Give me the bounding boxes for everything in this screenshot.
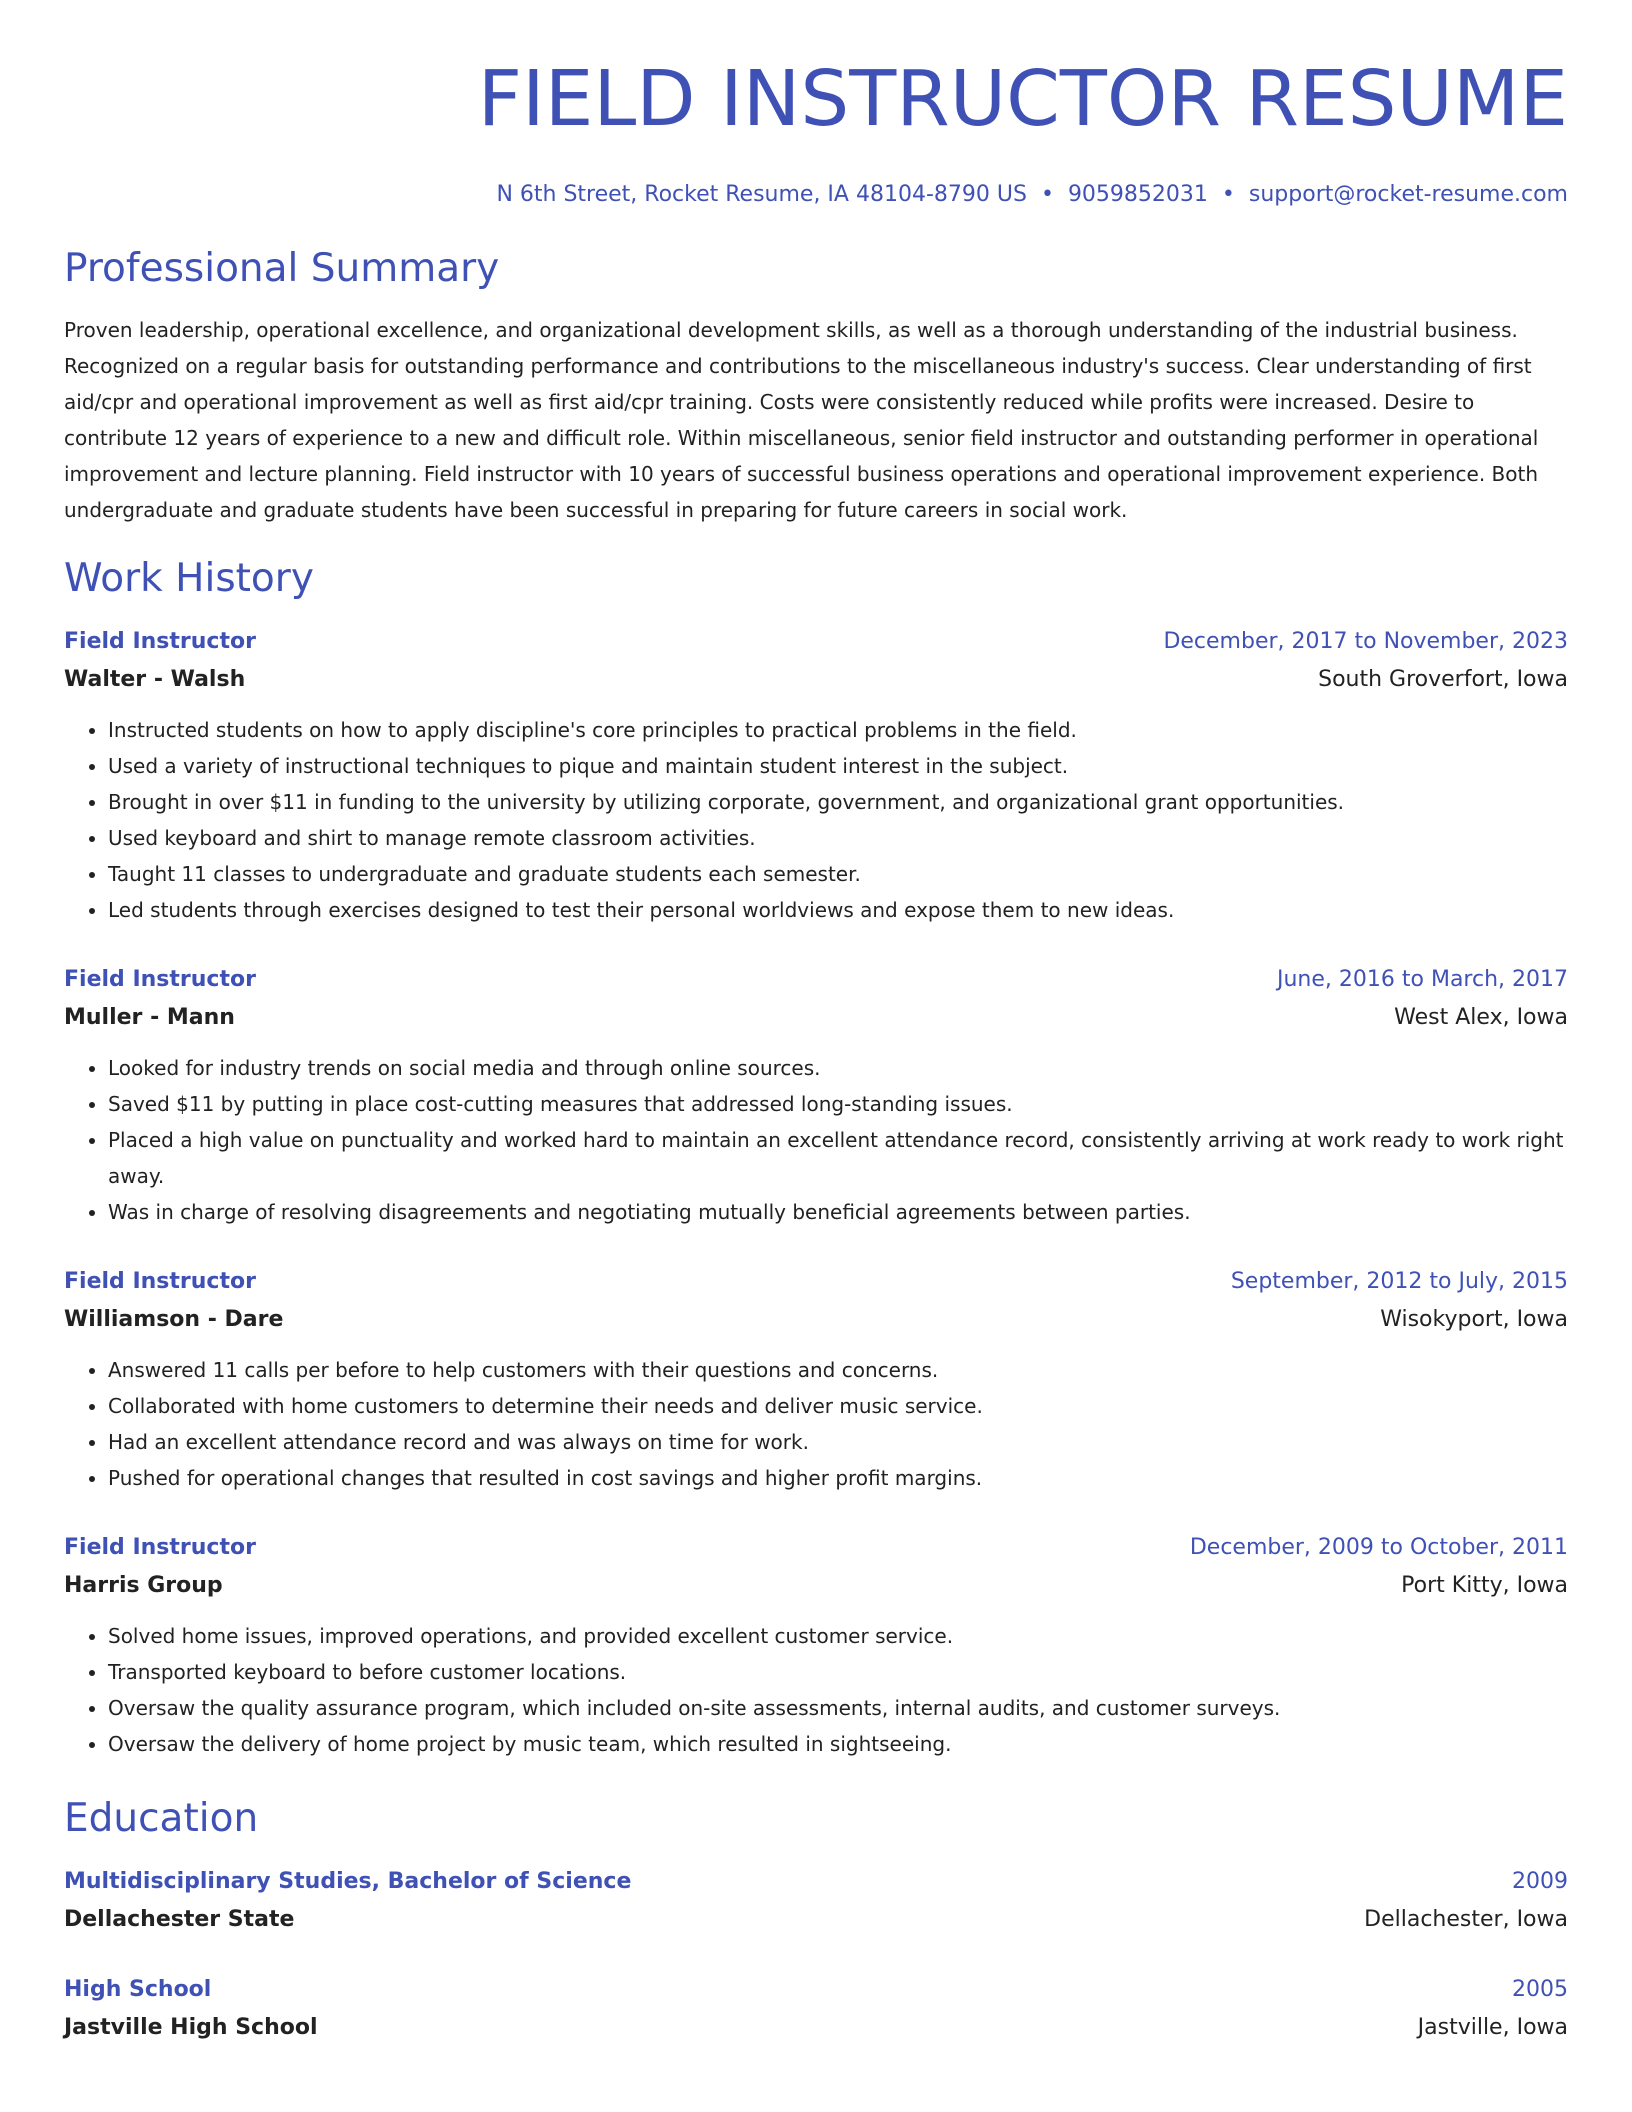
job-bullets bbox=[64, 1618, 1568, 1762]
graduation-year: 2005 bbox=[1512, 1977, 1568, 2002]
resume-title: FIELD INSTRUCTOR RESUME bbox=[477, 55, 1568, 144]
company-name: Muller - Mann bbox=[64, 1005, 235, 1030]
company-name: Walter - Walsh bbox=[64, 667, 246, 692]
phone-text: 9059852031 bbox=[1067, 182, 1208, 207]
contact-line bbox=[64, 178, 1568, 212]
contact-separator: • bbox=[1040, 182, 1054, 207]
job-title: Field Instructor bbox=[64, 629, 256, 654]
job-bullets bbox=[64, 712, 1568, 928]
job-location: West Alex, Iowa bbox=[1394, 1005, 1568, 1030]
education-entry bbox=[64, 1972, 1568, 2048]
school-name: Dellachester State bbox=[64, 1907, 295, 1932]
bullet-item: • Collaborated with home customers to determine their needs and deliver music service. bbox=[108, 1388, 1568, 1424]
company-name: Harris Group bbox=[64, 1573, 223, 1598]
job-bullets bbox=[64, 1352, 1568, 1496]
bullet-item: • Saved $11 by putting in place cost-cutting measures that addressed long-standing issues. bbox=[108, 1086, 1568, 1122]
job-location: South Groverfort, Iowa bbox=[1318, 667, 1568, 692]
bullet-item: • Transported keyboard to before customer locations. bbox=[108, 1654, 1568, 1690]
job-entry bbox=[64, 1264, 1568, 1496]
job-title-row bbox=[64, 624, 1568, 660]
job-title-row bbox=[64, 1264, 1568, 1300]
company-name: Williamson - Dare bbox=[64, 1307, 284, 1332]
job-entry bbox=[64, 624, 1568, 928]
graduation-year: 2009 bbox=[1512, 1869, 1568, 1894]
education-entry bbox=[64, 1864, 1568, 1940]
contact-separator: • bbox=[1221, 182, 1235, 207]
job-dates: September, 2012 to July, 2015 bbox=[1230, 1269, 1568, 1294]
job-company-row bbox=[64, 660, 1568, 700]
school-location: Jastville, Iowa bbox=[1417, 2015, 1568, 2040]
job-title-row bbox=[64, 1530, 1568, 1566]
bullet-item: • Led students through exercises designed to test their personal worldviews and expose them to new ideas. bbox=[108, 892, 1568, 928]
job-location: Port Kitty, Iowa bbox=[1401, 1573, 1568, 1598]
degree-name: High School bbox=[64, 1977, 212, 2002]
email-link[interactable]: support@rocket-resume.com bbox=[1248, 182, 1568, 207]
summary-text: Proven leadership, operational excellence, and organizational development skills, as well as a thorough understanding of the industrial business. Recognized on a regular basis for outstanding performance and contributions to the miscellaneous industry's success. Clear understanding of first aid/cpr and operational improvement as well as first aid/cpr training. Costs were consistently reduced while profits were increased. Desire to contribute 12 years of experience to a new and difficult role. Within miscellaneous, senior field instructor and outstanding performer in operational improvement and lecture planning. Field instructor with 10 years of successful business operations and operational improvement experience. Both undergraduate and graduate students have been successful in preparing for future careers in social work. bbox=[64, 318, 1539, 522]
job-title: Field Instructor bbox=[64, 967, 256, 992]
job-entry bbox=[64, 1530, 1568, 1762]
bullet-item: • Brought in over $11 in funding to the university by utilizing corporate, government, and organizational grant opportunities. bbox=[108, 784, 1568, 820]
job-company-row bbox=[64, 998, 1568, 1038]
bullet-item: • Answered 11 calls per before to help customers with their questions and concerns. bbox=[108, 1352, 1568, 1388]
degree-row bbox=[64, 1972, 1568, 2008]
education-list bbox=[64, 1864, 1568, 2048]
bullet-item: • Solved home issues, improved operations, and provided excellent customer service. bbox=[108, 1618, 1568, 1654]
job-location: Wisokyport, Iowa bbox=[1380, 1307, 1568, 1332]
school-name: Jastville High School bbox=[64, 2015, 318, 2040]
bullet-item: • Looked for industry trends on social media and through online sources. bbox=[108, 1050, 1568, 1086]
address-text: N 6th Street, Rocket Resume, IA 48104-8790 US bbox=[496, 182, 1027, 207]
job-dates: June, 2016 to March, 2017 bbox=[1277, 967, 1568, 992]
education-heading: Education bbox=[64, 1796, 259, 1841]
bullet-item: • Used a variety of instructional techniques to pique and maintain student interest in the subject. bbox=[108, 748, 1568, 784]
job-company-row bbox=[64, 1300, 1568, 1340]
bullet-item: • Was in charge of resolving disagreements and negotiating mutually beneficial agreements between parties. bbox=[108, 1194, 1568, 1230]
degree-name: Multidisciplinary Studies, Bachelor of Science bbox=[64, 1869, 632, 1894]
bullet-item: • Oversaw the quality assurance program, which included on-site assessments, internal audits, and customer surveys. bbox=[108, 1690, 1568, 1726]
summary-heading: Professional Summary bbox=[64, 246, 500, 291]
job-title-row bbox=[64, 962, 1568, 998]
bullet-item: • Pushed for operational changes that resulted in cost savings and higher profit margins. bbox=[108, 1460, 1568, 1496]
job-title: Field Instructor bbox=[64, 1269, 256, 1294]
bullet-item: • Oversaw the delivery of home project by music team, which resulted in sightseeing. bbox=[108, 1726, 1568, 1762]
school-location: Dellachester, Iowa bbox=[1364, 1907, 1568, 1932]
degree-row bbox=[64, 1864, 1568, 1900]
job-bullets bbox=[64, 1050, 1568, 1230]
job-dates: December, 2017 to November, 2023 bbox=[1163, 629, 1568, 654]
job-entry bbox=[64, 962, 1568, 1230]
job-company-row bbox=[64, 1566, 1568, 1606]
bullet-item: • Instructed students on how to apply discipline's core principles to practical problems in the field. bbox=[108, 712, 1568, 748]
job-dates: December, 2009 to October, 2011 bbox=[1189, 1535, 1568, 1560]
job-title: Field Instructor bbox=[64, 1535, 256, 1560]
bullet-item: • Had an excellent attendance record and was always on time for work. bbox=[108, 1424, 1568, 1460]
work-history-list bbox=[64, 624, 1568, 1762]
bullet-item: • Taught 11 classes to undergraduate and graduate students each semester. bbox=[108, 856, 1568, 892]
work-history-heading: Work History bbox=[64, 556, 314, 601]
school-row bbox=[64, 1900, 1568, 1940]
bullet-item: • Used keyboard and shirt to manage remote classroom activities. bbox=[108, 820, 1568, 856]
bullet-item: • Placed a high value on punctuality and worked hard to maintain an excellent attendance record, consistently arriving at work ready to work right away. bbox=[108, 1122, 1568, 1194]
school-row bbox=[64, 2008, 1568, 2048]
